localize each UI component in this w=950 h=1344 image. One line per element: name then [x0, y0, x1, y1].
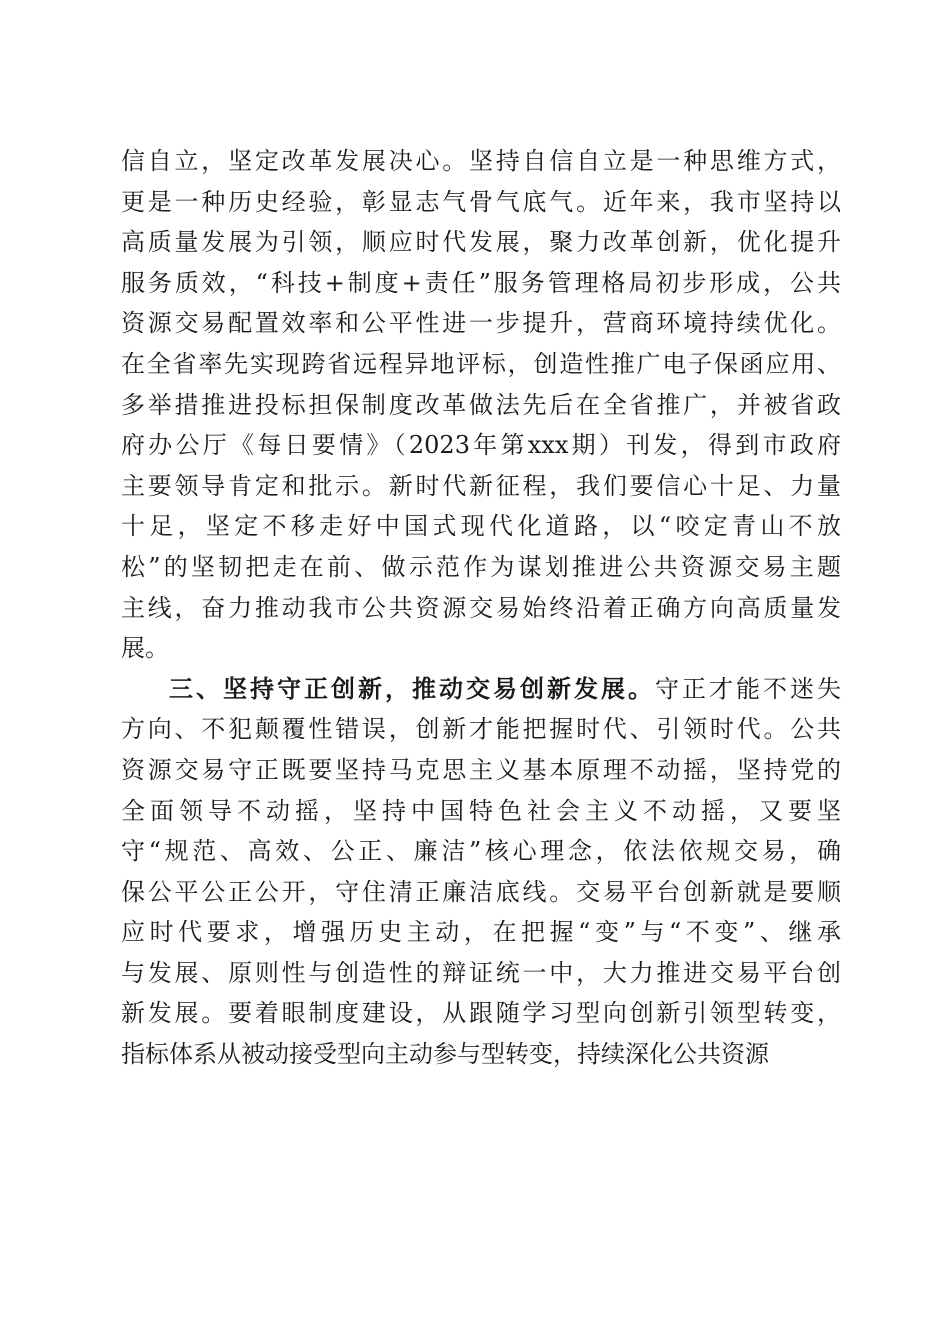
body-text	[121, 141, 841, 1075]
paragraph-line: 松”的坚韧把走在前、做示范作为谋划推进公共资源交易主题	[121, 552, 841, 581]
paragraph-line: 展。	[121, 634, 169, 663]
paragraph-line: 府办公厅《每日要情》（2023年第xxx期）刊发，得到市政府	[121, 431, 841, 460]
paragraph-line: 与发展、原则性与创造性的辩证统一中，大力推进交易平台创	[121, 958, 841, 987]
heading-line-rest: 守正才能不迷失	[655, 674, 841, 703]
paragraph-line: 信自立，坚定改革发展决心。坚持自信自立是一种思维方式，	[121, 147, 841, 175]
section-heading: 三、坚持守正创新，推动交易创新发展。	[169, 673, 655, 703]
section-heading-line	[121, 669, 841, 710]
paragraph-2	[121, 669, 841, 1075]
paragraph-line: 方向、不犯颠覆性错误，创新才能把握时代、引领时代。公共	[121, 715, 841, 744]
paragraph-line: 服务质效，“科技+制度+责任”服务管理格局初步形成，公共	[121, 268, 841, 297]
paragraph-line: 高质量发展为引领，顺应时代发展，聚力改革创新，优化提升	[121, 228, 841, 257]
paragraph-line: 全面领导不动摇，坚持中国特色社会主义不动摇，又要坚	[121, 796, 841, 825]
paragraph-line: 保公平公正公开，守住清正廉洁底线。交易平台创新就是要顺	[121, 877, 841, 906]
paragraph-1	[121, 141, 841, 669]
paragraph-line: 主要领导肯定和批示。新时代新征程，我们要信心十足、力量	[121, 471, 841, 500]
paragraph-line: 守“规范、高效、公正、廉洁”核心理念，依法依规交易，确	[121, 837, 841, 866]
paragraph-line: 在全省率先实现跨省远程异地评标，创造性推广电子保函应用、	[121, 349, 841, 378]
paragraph-line: 指标体系从被动接受型向主动参与型转变，持续深化公共资源	[121, 1040, 769, 1069]
paragraph-line: 十足，坚定不移走好中国式现代化道路，以“咬定青山不放	[121, 512, 841, 541]
paragraph-line: 多举措推进投标担保制度改革做法先后在全省推广，并被省政	[121, 390, 841, 419]
paragraph-line: 资源交易守正既要坚持马克思主义基本原理不动摇，坚持党的	[121, 755, 841, 784]
paragraph-line: 资源交易配置效率和公平性进一步提升，营商环境持续优化。	[121, 309, 841, 338]
paragraph-line: 主线，奋力推动我市公共资源交易始终沿着正确方向高质量发	[121, 593, 841, 622]
paragraph-line: 更是一种历史经验，彰显志气骨气底气。近年来，我市坚持以	[121, 187, 841, 216]
paragraph-line: 新发展。要着眼制度建设，从跟随学习型向创新引领型转变，	[121, 999, 841, 1028]
paragraph-line: 应时代要求，增强历史主动，在把握“变”与“不变”、继承	[121, 918, 841, 947]
